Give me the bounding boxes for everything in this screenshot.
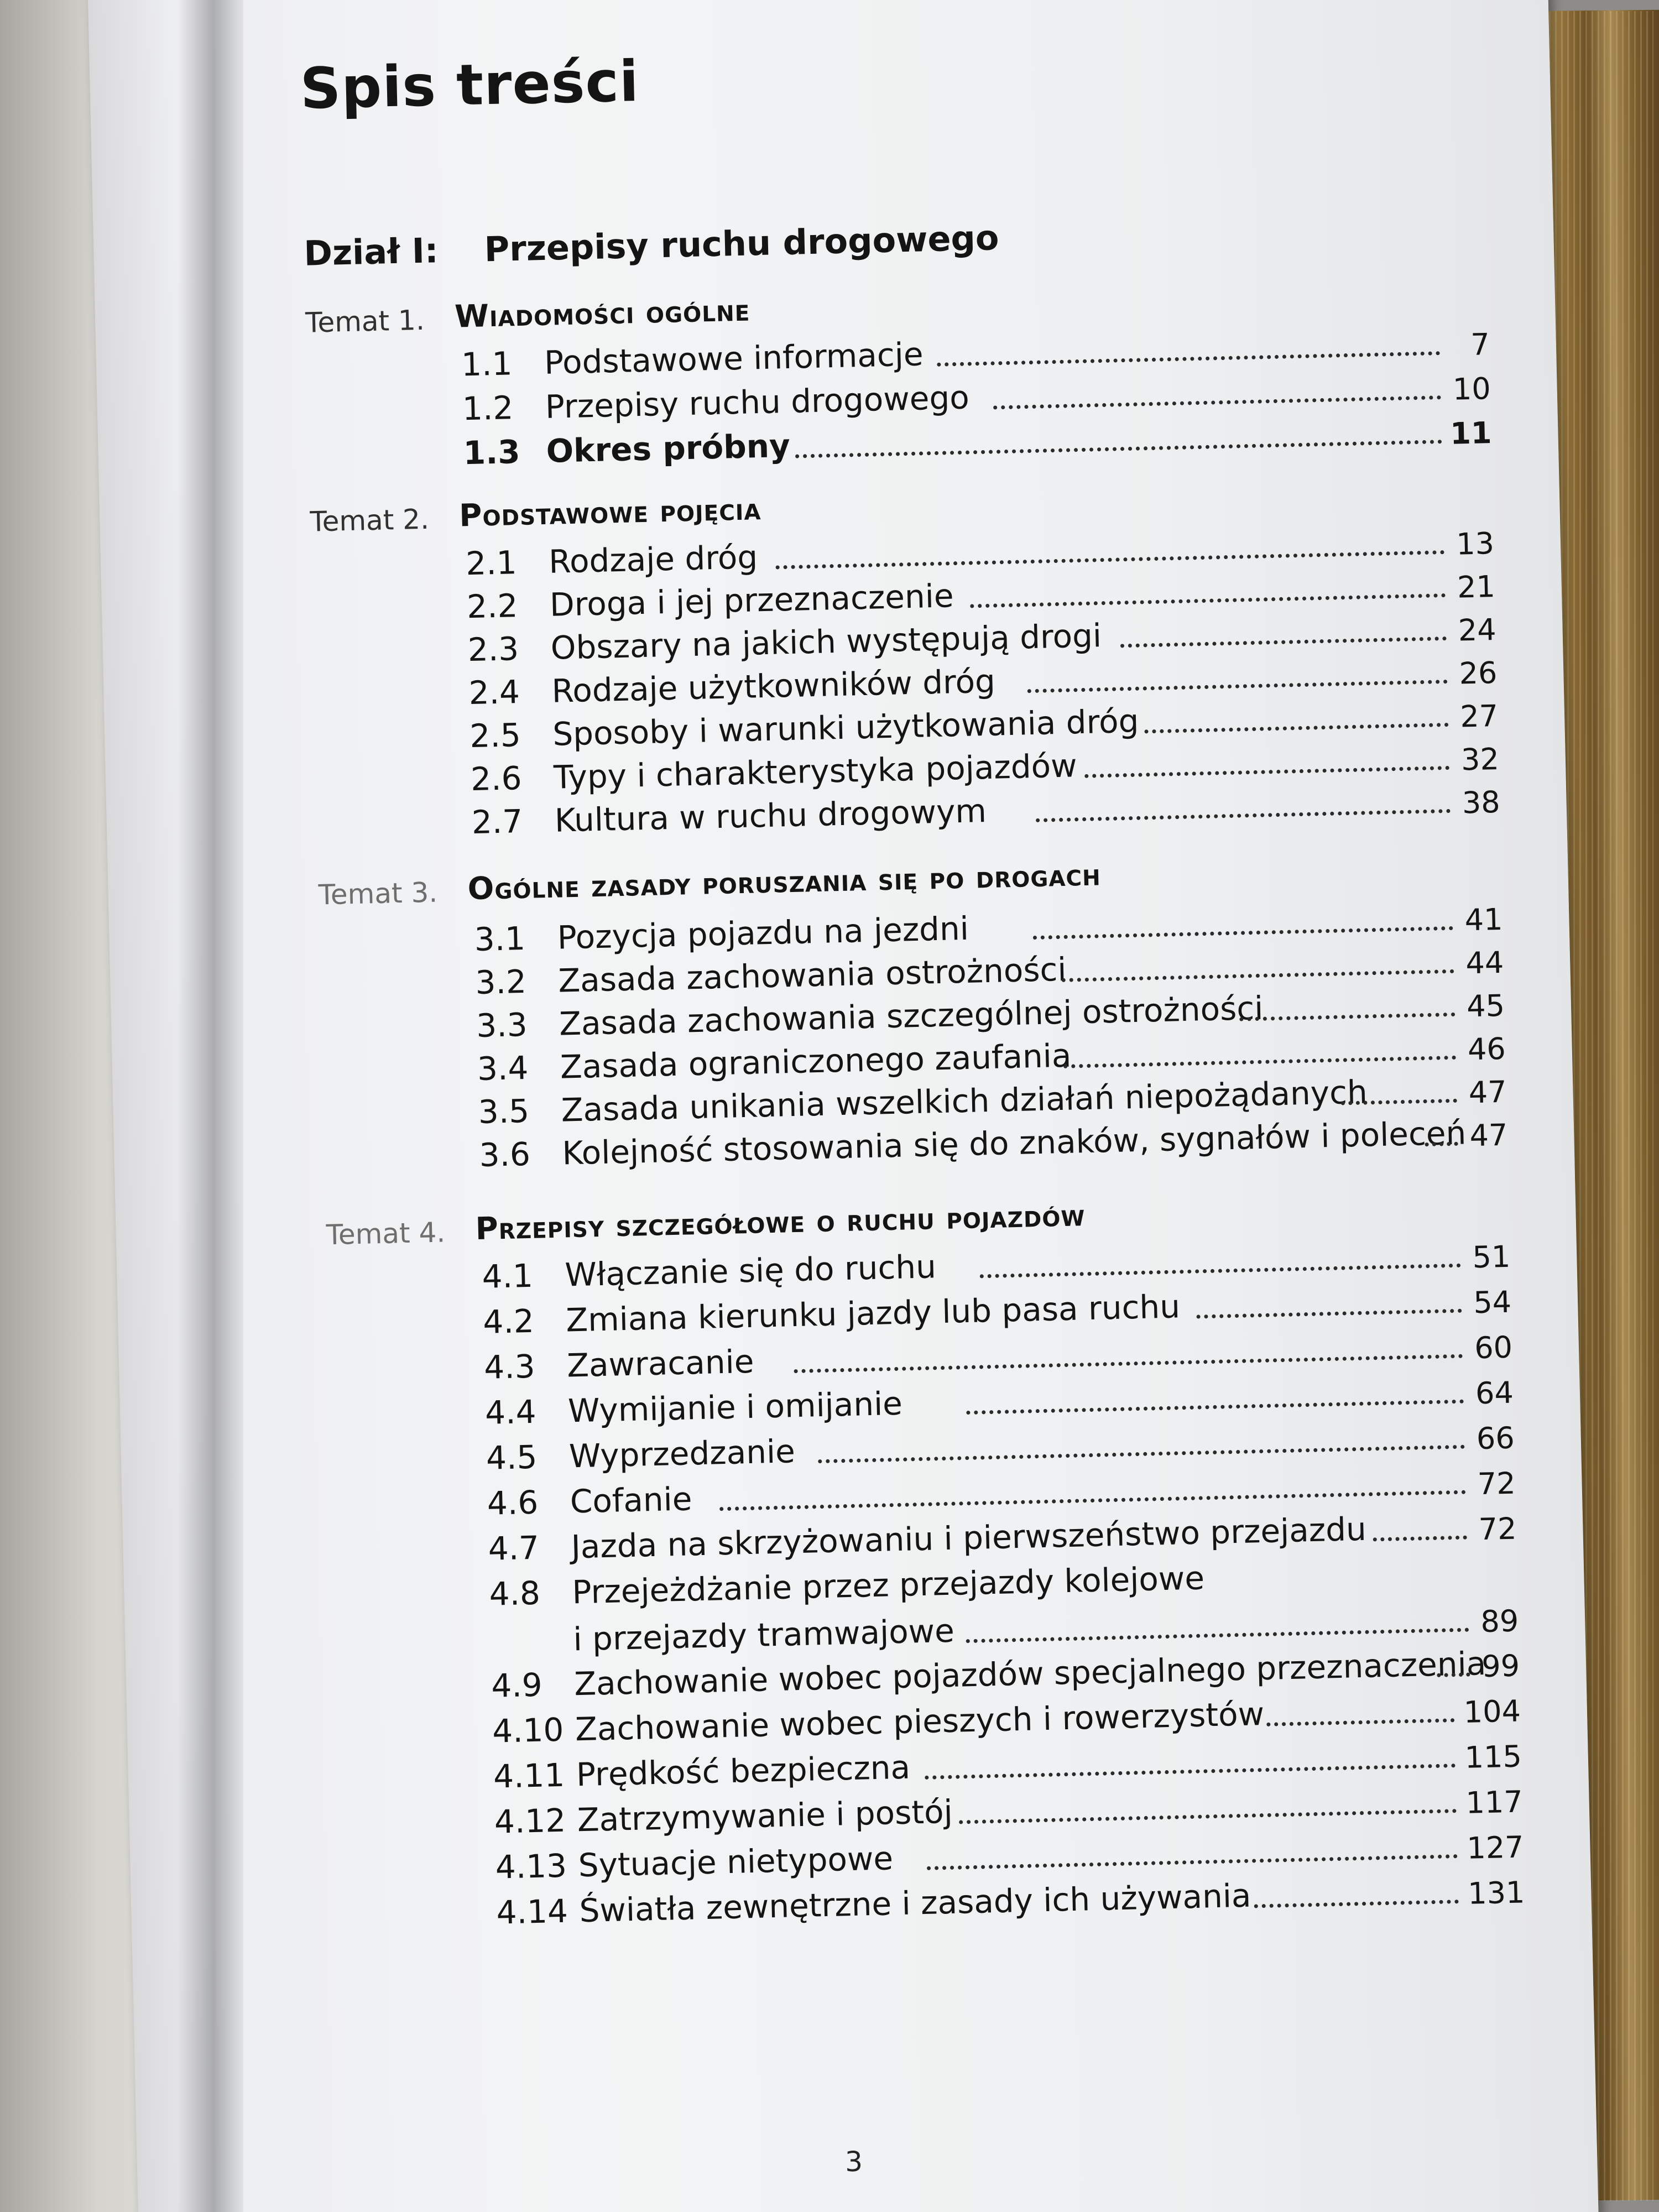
dot-leader <box>794 1350 1463 1373</box>
entry-label: Wyprzedzanie <box>568 1432 796 1475</box>
entry-page: 115 <box>1464 1739 1522 1775</box>
entry-label: Światła zewnętrzne i zasady ich używania <box>578 1876 1252 1930</box>
dot-leader <box>937 347 1440 367</box>
dot-leader <box>1033 922 1453 940</box>
entry-label: Okres próbny <box>545 426 791 470</box>
entry-page: 72 <box>1478 1511 1517 1547</box>
entry-number: 3.1 <box>474 919 526 959</box>
entry-number: 2.7 <box>471 802 523 842</box>
entry-label: Zasada unikania wszelkich działań niepożądanych <box>561 1073 1368 1129</box>
topic-heading <box>318 857 1102 913</box>
entry-label: Przepisy ruchu drogowego <box>545 378 970 426</box>
entry-label-line2: i przejazdy tramwajowe <box>572 1611 955 1658</box>
section-title: Przepisy ruchu drogowego <box>483 217 1000 270</box>
entry-page: 54 <box>1473 1284 1512 1321</box>
entry-label: Zawracanie <box>566 1342 755 1385</box>
entry-label: Pozycja pojazdu na jezdni <box>556 909 969 957</box>
entry-number: 4.14 <box>495 1892 568 1932</box>
dot-leader <box>775 546 1444 569</box>
entry-page: 10 <box>1452 371 1491 407</box>
section-heading <box>304 217 999 274</box>
topic-heading <box>309 491 762 540</box>
entry-page: 127 <box>1466 1829 1525 1866</box>
entry-label: Wymijanie i omijanie <box>567 1384 903 1430</box>
topic-title: Wiadomości ogólne <box>454 292 750 335</box>
section-label: Dział I: <box>303 230 439 274</box>
entry-label: Podstawowe informacje <box>544 335 924 382</box>
entry-number: 4.6 <box>487 1483 539 1522</box>
entry-page: 21 <box>1457 569 1496 605</box>
dot-leader <box>818 1441 1465 1464</box>
entry-number: 1.2 <box>462 389 514 428</box>
dot-leader <box>1063 1051 1456 1068</box>
topic-number: Temat 1. <box>305 304 425 339</box>
entry-number: 1.3 <box>463 432 521 472</box>
entry-page: 32 <box>1460 741 1500 778</box>
entry-label: Przejeżdżanie przez przejazdy kolejowe <box>571 1559 1205 1611</box>
topic-heading <box>326 1197 1086 1253</box>
dot-leader <box>1120 632 1447 648</box>
dot-leader <box>719 1486 1466 1511</box>
entry-label: Włączanie się do ruchu <box>564 1248 937 1294</box>
entry-page: 46 <box>1467 1031 1506 1067</box>
entry-number: 2.4 <box>468 673 520 712</box>
entry-page: 66 <box>1476 1420 1515 1457</box>
entry-label: Prędkość bezpieczna <box>576 1748 911 1794</box>
entry-number: 4.11 <box>493 1756 566 1796</box>
entry-label: Rodzaje użytkowników dróg <box>551 662 996 710</box>
entry-page: 24 <box>1458 612 1497 648</box>
dot-leader <box>966 1624 1469 1644</box>
dot-leader <box>1027 675 1448 693</box>
dot-leader <box>1144 718 1448 733</box>
entry-number: 1.1 <box>461 345 513 384</box>
dot-leader <box>959 1804 1457 1824</box>
dot-leader <box>1196 1305 1462 1319</box>
entry-page: 131 <box>1467 1875 1526 1911</box>
entry-page: 72 <box>1477 1465 1516 1502</box>
entry-page: 44 <box>1465 945 1504 981</box>
entry-page: 7 <box>1470 327 1490 362</box>
entry-number: 4.4 <box>484 1392 537 1432</box>
dot-leader <box>980 1259 1461 1279</box>
entry-number: 4.5 <box>486 1438 538 1477</box>
topic-title: Przepisy szczegółowe o ruchu pojazdów <box>474 1197 1086 1248</box>
page-number: 3 <box>844 2145 863 2178</box>
entry-page: 11 <box>1449 415 1493 451</box>
dot-leader <box>1061 965 1454 982</box>
entry-label: Rodzaje dróg <box>548 538 758 581</box>
entry-number: 3.5 <box>478 1092 530 1131</box>
dot-leader <box>1084 761 1449 778</box>
entry-label: Sposoby i warunki użytkowania dróg <box>552 702 1140 753</box>
dot-leader <box>966 1395 1464 1415</box>
entry-label: Zasada zachowania ostrożności <box>557 950 1067 1000</box>
entry-page: 27 <box>1459 698 1499 734</box>
entry-label: Sytuacje nietypowe <box>578 1839 894 1885</box>
dot-leader <box>1373 1531 1467 1542</box>
entry-number: 2.1 <box>465 544 518 583</box>
page-title: Spis treści <box>299 48 640 122</box>
entry-page: 89 <box>1480 1603 1519 1640</box>
entry-number: 4.2 <box>482 1302 535 1341</box>
entry-number: 4.3 <box>483 1347 536 1386</box>
dot-leader <box>1254 1895 1459 1908</box>
entry-page: 60 <box>1474 1329 1513 1366</box>
entry-number: 3.3 <box>476 1005 528 1045</box>
entry-page: 104 <box>1463 1693 1521 1730</box>
dot-leader <box>1239 1008 1455 1021</box>
topic-title: Podstawowe pojęcia <box>458 491 762 534</box>
entry-label: Jazda na skrzyżowaniu i pierwszeństwo przejazdu <box>570 1510 1367 1566</box>
entry-page: 64 <box>1475 1375 1514 1411</box>
topic-number: Temat 4. <box>326 1216 446 1251</box>
binding-shadow <box>177 0 243 2212</box>
entry-number: 4.7 <box>488 1528 540 1568</box>
entry-number: 2.6 <box>470 759 523 799</box>
entry-label: Zatrzymywanie i postój <box>577 1792 953 1839</box>
entry-number: 4.9 <box>491 1666 543 1705</box>
entry-label: Obszary na jakich występują drogi <box>550 617 1102 667</box>
entry-page: 117 <box>1465 1784 1524 1820</box>
entry-label: Kolejność stosowania się do znaków, sygnałów i poleceń <box>561 1114 1467 1172</box>
entry-label: Typy i charakterystyka pojazdów <box>553 747 1078 796</box>
entry-number: 3.4 <box>477 1048 529 1088</box>
entry-number: 4.13 <box>495 1846 567 1886</box>
dot-leader <box>993 391 1441 409</box>
entry-label: Zasada zachowania szczególnej ostrożności <box>559 989 1264 1043</box>
entry-label: Zachowanie wobec pojazdów specjalnego przeznaczenia <box>573 1644 1486 1703</box>
entry-number: 4.1 <box>481 1256 534 1296</box>
entry-number: 4.8 <box>488 1574 541 1613</box>
dot-leader <box>795 435 1442 458</box>
entry-page: 51 <box>1472 1239 1511 1275</box>
entry-page: 45 <box>1466 988 1505 1024</box>
entry-number: 2.2 <box>466 587 519 626</box>
entry-number: 4.12 <box>494 1801 566 1841</box>
topic-number: Temat 3. <box>318 876 438 911</box>
dot-leader <box>1425 1138 1458 1146</box>
dot-leader <box>970 589 1446 608</box>
topic-number: Temat 2. <box>309 503 430 538</box>
entry-label: Droga i jej przeznaczenie <box>549 577 954 624</box>
entry-number: 3.2 <box>474 962 527 1002</box>
dot-leader <box>1036 805 1451 822</box>
entry-page: 13 <box>1455 526 1495 562</box>
entry-label: Kultura w ruchu drogowym <box>554 791 987 839</box>
topic-heading <box>305 292 750 341</box>
topic-title: Ogólne zasady poruszania się po drogach <box>467 857 1102 907</box>
entry-page: 47 <box>1468 1074 1507 1110</box>
entry-label: Zmiana kierunku jazdy lub pasa ruchu <box>565 1287 1181 1339</box>
entry-number: 2.5 <box>469 716 521 755</box>
entry-number: 3.6 <box>478 1135 531 1174</box>
dot-leader <box>925 1759 1455 1780</box>
entry-page: 99 <box>1481 1648 1520 1684</box>
table-of-contents <box>88 0 1599 2212</box>
entry-page: 26 <box>1458 655 1498 691</box>
book-page <box>88 0 1599 2212</box>
entry-page: 38 <box>1462 784 1501 821</box>
dot-leader <box>1266 1714 1454 1726</box>
entry-page: 47 <box>1469 1117 1508 1154</box>
entry-number: 2.3 <box>467 630 519 669</box>
entry-label: Cofanie <box>570 1480 693 1521</box>
entry-label: Zachowanie wobec pieszych i rowerzystów <box>575 1695 1265 1749</box>
dot-leader <box>927 1850 1458 1870</box>
entry-label: Zasada ograniczonego zaufania <box>560 1036 1072 1086</box>
dot-leader <box>1437 1668 1470 1677</box>
entry-number: 4.10 <box>492 1710 565 1750</box>
entry-page: 41 <box>1464 901 1504 938</box>
